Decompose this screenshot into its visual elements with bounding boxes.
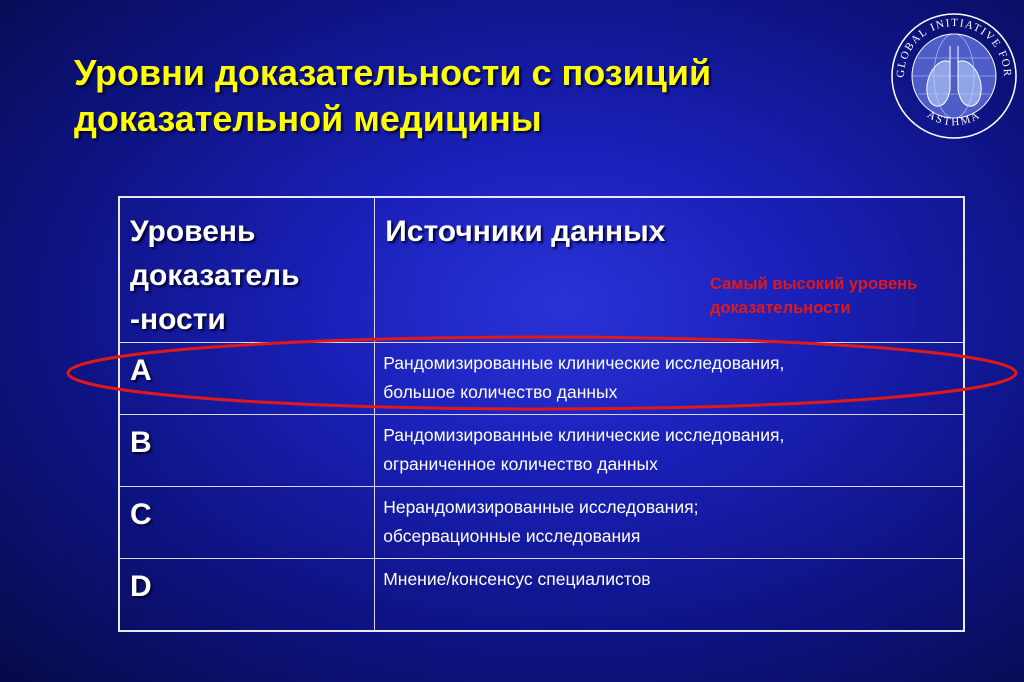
slide-title [74, 50, 854, 142]
source-line: большое количество данных [383, 382, 618, 402]
highest-level-annotation [710, 272, 917, 320]
header-level-line: доказатель [130, 259, 300, 292]
annotation-line: доказательности [710, 299, 851, 317]
source-cell [375, 487, 964, 559]
table-row [119, 343, 964, 415]
source-line: Мнение/консенсус специалистов [383, 569, 651, 589]
logo-text-bottom: ASTHMA [924, 108, 984, 129]
source-line: Нерандомизированные исследования; [383, 497, 699, 517]
gina-logo [884, 6, 1024, 146]
header-level-line: -ности [130, 303, 226, 336]
evidence-levels-table [118, 196, 965, 632]
source-line: ограниченное количество данных [383, 454, 658, 474]
slide-title-line-1: Уровни доказательности с позиций [74, 52, 712, 93]
table-header-row [119, 197, 964, 343]
table-row [119, 487, 964, 559]
header-level [119, 197, 375, 343]
source-line: обсервационные исследования [383, 526, 641, 546]
slide-title-line-2: доказательной медицины [74, 98, 542, 139]
source-line: Рандомизированные клинические исследования, [383, 353, 785, 373]
table-row [119, 415, 964, 487]
level-cell: B [119, 415, 375, 487]
level-cell: A [119, 343, 375, 415]
source-cell [375, 559, 964, 631]
header-sources [375, 197, 964, 343]
annotation-line: Самый высокий уровень [710, 275, 918, 293]
level-cell: C [119, 487, 375, 559]
source-cell [375, 343, 964, 415]
header-sources-label: Источники данных [385, 215, 666, 248]
table-row [119, 559, 964, 631]
source-cell [375, 415, 964, 487]
header-level-line: Уровень [130, 215, 256, 248]
level-cell: D [119, 559, 375, 631]
logo-text-top: GLOBAL INITIATIVE FOR [894, 16, 1014, 78]
source-line: Рандомизированные клинические исследования, [383, 425, 785, 445]
